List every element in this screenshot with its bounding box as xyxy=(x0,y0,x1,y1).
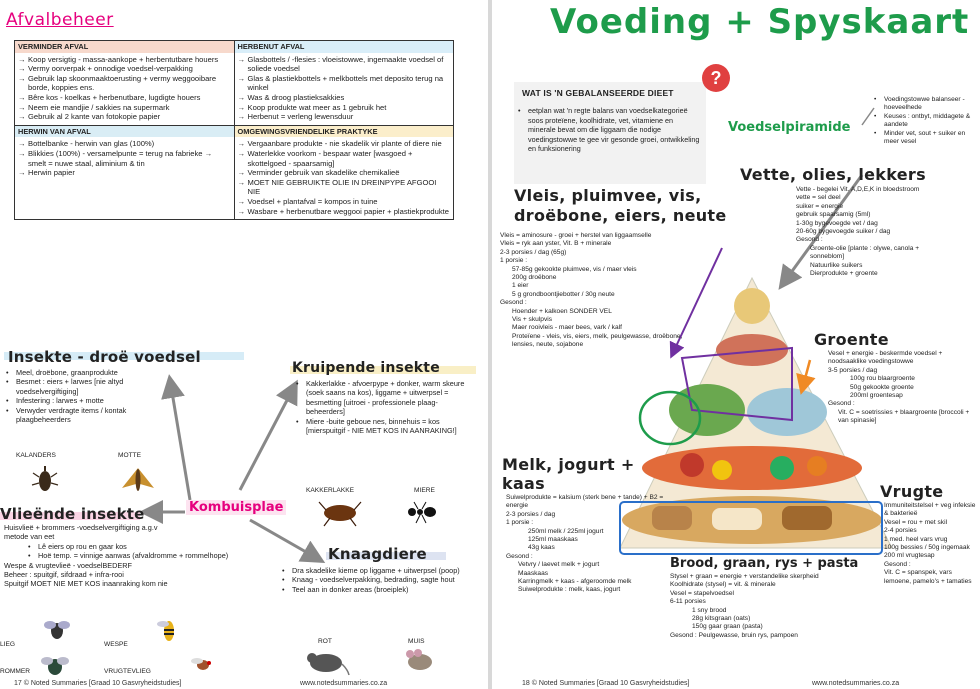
cell-header: OMGEWINGSVRIENDELIKE PRAKTYKE xyxy=(235,126,454,138)
blowfly-icon xyxy=(40,652,70,678)
text-line: 200g droëbone xyxy=(512,274,557,282)
text-line: 57-85g gekookte pluimvee, vis / maer vleis xyxy=(512,265,637,273)
list-item: → Vergaanbare produkte - nie skadelik vir plante of diere nie xyxy=(238,139,451,149)
list-item: → Wasbare + herbenutbare weggooi papier + plastiekprodukte xyxy=(238,207,451,217)
list-item: → Herbenut = verleng lewensduur xyxy=(238,112,451,122)
fly-icon xyxy=(42,616,72,642)
list-item: • Kakkerlakke - afvoerpype + donker, warm skeure (soek saans na kos), liggame + uitwerpsel = besmetting [uitroei - professionele plaag-beheerders] xyxy=(296,379,472,417)
vleis-text xyxy=(500,232,688,350)
vlieende-sublist xyxy=(4,542,234,561)
voedselpiramide-label: Voedselpiramide xyxy=(728,120,851,135)
dieet-heading: WAT IS 'N GEBALANSEERDE DIEET xyxy=(522,88,674,98)
text-line: Suiwelprodukte = kalsium (sterk bene + tande) + B2 = energie xyxy=(506,494,664,510)
text-line: Stysel + graan = energie + verstandelike skerpheid xyxy=(670,573,819,580)
list-item: • Infestering : larwes + motte xyxy=(6,396,176,405)
text-line: Spuitgif MOET NIE MET KOS inaanraking kom nie xyxy=(4,579,168,589)
text-line: Suiwelprodukte : melk, kaas, jogurt xyxy=(518,586,621,594)
wasp-icon xyxy=(154,614,184,644)
cockroach-icon xyxy=(318,498,362,528)
text-line: metode van eet xyxy=(4,532,55,542)
kombuisplae-label: Kombuisplae xyxy=(186,500,286,515)
vleis-title: Vleis, pluimvee, vis, droëbone, eiers, neute xyxy=(514,186,727,225)
text-line: 1 porsie : xyxy=(500,257,528,265)
list-item: • Meel, droëbone, graanprodukte xyxy=(6,368,176,377)
text-line: Gesond : xyxy=(506,552,533,560)
text-line: Gesond : xyxy=(500,299,527,307)
text-line: 1 sny brood xyxy=(692,606,727,614)
text-line: Vesel = stapelvoedsel xyxy=(670,589,734,597)
text-line: Vesel + energie - beskermde voedsel + noodsaaklike voedingstowwe xyxy=(828,350,943,366)
list-item: → Waterlekke voorkom - bespaar water [wasgoed + skottelgoed - spaarsamig] xyxy=(238,149,451,168)
moth-icon xyxy=(118,462,158,498)
list-item: → Gebruik lap skoonmaaktoerusting + vermy weggooibare borde, koppies ens. xyxy=(18,74,231,93)
dieet-text: • eetplan wat 'n regte balans van voedselkategorieë soos proteïene, koolhidrate, vet, vitamiene en minerale bevat om die liggaam die nodige voedingstowwe te gee vir gesonde groei, ontwikkeling en funksionering xyxy=(518,106,702,154)
text-line: Gesond : xyxy=(884,560,911,568)
list-item: → Bêre kos - koelkas + herbenutbare, lugdigte houers xyxy=(18,93,231,103)
text-line: Hoender + kalkoen SONDER VEL xyxy=(512,307,612,315)
list-item: • Keuses : ontbyt, middagete & aandete xyxy=(874,113,978,130)
text-line: Vette - begelei Vit. A,D,E,K in bloedstroom xyxy=(796,186,920,193)
ant-icon xyxy=(404,498,438,526)
vrugte-title: Vrugte xyxy=(880,482,944,501)
text-line: Vis + skulpvis xyxy=(512,316,553,324)
vrugte-text xyxy=(884,502,978,586)
image-label: LIEG xyxy=(0,641,16,648)
text-line: Vetvry / laevet melk + jogurt xyxy=(518,561,600,569)
text-line: Wespe & vrugtevlieë - voedselBEDERF xyxy=(4,560,133,570)
text-line: 28g kitsgraan (oats) xyxy=(692,615,751,623)
text-line: Groente-olie [plante : olywe, canola + sonneblom] xyxy=(810,244,920,261)
cell-header: HERWIN VAN AFVAL xyxy=(15,126,234,138)
list-item: • Hoë temp. = vinnige aanwas (afvaldromme + rommelhope) xyxy=(28,551,234,560)
dairy-highlight xyxy=(640,392,700,444)
text-line: Karringmelk + kaas - afgeroomde melk xyxy=(518,578,632,586)
list-item: → Was & droog plastieksakkies xyxy=(238,93,451,103)
knaagdiere-title: Knaagdiere xyxy=(328,545,427,563)
list-item: → Neem eie mandjie / sakkies na supermark xyxy=(18,103,231,113)
insekte-title: Insekte - droë voedsel xyxy=(8,348,201,366)
footer-text: 17 © Noted Summaries [Graad 10 Gasvryheidstudies] xyxy=(14,680,182,687)
text-line: 1 eier xyxy=(512,282,529,290)
text-line: 200 ml vrugtesap xyxy=(884,552,935,560)
image-label: ROMMER xyxy=(0,668,31,675)
insekte-list xyxy=(6,368,176,424)
image-label: WESPE xyxy=(104,641,128,648)
text-line: gebruik spaarsamig (5ml) xyxy=(796,211,871,219)
list-item: → Koop versigtig - massa-aankope + herbentutbare houers xyxy=(18,55,231,65)
arrow-to-kruipende xyxy=(240,385,295,490)
text-line: 100g rou blaargroente xyxy=(850,375,915,383)
text-line: 5 g grondboontjiebotter / 30g neute xyxy=(512,290,615,298)
melk-title: Melk, jogurt + kaas xyxy=(502,455,635,493)
list-item: • Lê eiers op rou en gaar kos xyxy=(28,542,234,551)
text-line: 1 porsie : xyxy=(506,519,534,527)
groente-title: Groente xyxy=(814,330,889,349)
list-item: • Dra skadelike kieme op liggame + uitwerpsel (poop) xyxy=(282,566,478,575)
brood-text xyxy=(670,573,880,640)
mouse-icon xyxy=(400,646,440,674)
arrow-to-knaagdiere xyxy=(250,520,320,560)
text-line: Gesond : xyxy=(796,236,823,244)
afvalbeheer-title: Afvalbeheer xyxy=(6,10,114,30)
text-line: 1 med. heel vars vrug xyxy=(884,535,948,543)
list-item: • Teel aan in donker areas (broeiplek) xyxy=(282,585,478,594)
list-item: → Blikkies (100%) - versamelpunte = terug na fabrieke → smelt = nuwe staal, aliminium & tin xyxy=(18,149,231,168)
weevil-icon xyxy=(30,465,60,495)
text-line: 2-4 porsies xyxy=(884,527,917,535)
kruipende-list xyxy=(296,379,472,435)
text-line: 20-60g bygevoegde suiker / dag xyxy=(796,228,891,236)
text-line: 1-30g bygevoegde vet / dag xyxy=(796,219,878,227)
list-item: • Besmet : eiers + larwes [nie altyd voedselvergiftiging] xyxy=(6,377,176,396)
groente-text xyxy=(828,350,978,426)
text-line: Proteïene - vleis, vis, eiers, melk, peulgewasse, droëbone, lensies, neute, sojabone xyxy=(512,332,683,349)
image-label: MUIS xyxy=(408,638,425,645)
vlieende-title: Vlieënde insekte xyxy=(0,505,145,523)
text-line: 2-3 porsies / dag (65g) xyxy=(500,248,567,256)
list-item: → Vermy oorverpak + onnodige voedsel-verpakking xyxy=(18,64,231,74)
rat-icon xyxy=(302,646,350,676)
text-line: 100g bessies / 50g ingemaak xyxy=(884,544,970,552)
text-line: 43g kaas xyxy=(528,544,555,552)
list-item: → Verminder gebruik van skadelike chemikalieë xyxy=(238,168,451,178)
image-label: KAKKERLAKKE xyxy=(306,487,355,494)
list-item: • Verwyder verdragte items / kontak plaagbeheerders xyxy=(6,406,176,425)
list-item: → Glas & plastiekbottels + melkbottels met deposito terug na winkel xyxy=(238,74,451,93)
text-line: suiker = energie xyxy=(796,202,844,210)
text-line: Vit. C = soetrissies + blaargroente [broccoli + van spinasie] xyxy=(838,408,970,425)
cell-header: HERBENUT AFVAL xyxy=(235,41,454,53)
page-title: Voeding + Spyskaart xyxy=(550,2,970,42)
text-line: 2-3 porsies / dag xyxy=(506,510,556,518)
text-line: Immuniteitstelsel + veg infeksie & bakterieë xyxy=(884,502,976,518)
image-label: KALANDERS xyxy=(16,452,56,459)
text-line: 3-5 porsies / dag xyxy=(828,366,878,374)
text-line: Gesond : Peulgewasse, bruin rys, pampoen xyxy=(670,631,798,639)
text-line: 6-11 porsies xyxy=(670,598,706,606)
image-label: ROT xyxy=(318,638,332,645)
text-line: Maer rooivleis - maer bees, vark / kalf xyxy=(512,324,622,332)
vette-text xyxy=(796,186,952,278)
text-line: Vesel = rou + met skil xyxy=(884,518,948,526)
list-item: → Voedsel + plantafval = kompos in tuine xyxy=(238,197,451,207)
list-item: → Glasbottels / -flesies : vloeistowwe, ingemaakte voedsel of soliede voedsel xyxy=(238,55,451,74)
image-label: MOTTE xyxy=(118,452,142,459)
vlieende-text xyxy=(4,523,234,589)
cell-header: VERMINDER AFVAL xyxy=(15,41,234,53)
page-right xyxy=(492,0,980,689)
image-label: MIERE xyxy=(414,487,435,494)
text-line: 150g gaar graan (pasta) xyxy=(692,623,763,631)
kruipende-title: Kruipende insekte xyxy=(292,360,440,376)
text-line: Vleis = ryk aan yster, Vit. B + minerale xyxy=(500,240,612,248)
image-label: VRUGTEVLIEG xyxy=(104,668,151,675)
footer-url: www.notedsummaries.co.za xyxy=(812,680,900,687)
fruitfly-icon xyxy=(188,652,218,676)
text-line: 125ml maaskaas xyxy=(528,536,578,544)
text-line: Huisvlieë + brommers -voedselvergiftiging a.g.v xyxy=(4,523,158,532)
text-line: Natuurlike suikers xyxy=(810,261,863,269)
list-item: • Minder vet, sout + suiker en meer vesel xyxy=(874,130,978,147)
text-line: vette = sel deel xyxy=(796,194,841,202)
list-item: • Miere -buite geboue nes, binnehuis = kos [mierspuitgif - NIE MET KOS IN AANRAKING!] xyxy=(296,417,472,436)
list-item: • Voedingstowwe balanseer - hoeveelhede xyxy=(874,96,978,113)
list-item: → Koop produkte wat meer as 1 gebruik het xyxy=(238,103,451,113)
list-item: → Herwin papier xyxy=(18,168,231,178)
text-line: 50g gekookte groente xyxy=(850,383,914,391)
list-item: → Gebruik al 2 kante van fotokopie papier xyxy=(18,112,231,122)
text-line: Beheer : spuitgif, sifdraad + infra-rooi xyxy=(4,570,124,580)
text-line: Vleis = aminosure - groei + herstel van liggaamselle xyxy=(500,232,652,239)
page-left xyxy=(0,0,488,689)
text-line: Gesond : xyxy=(828,400,855,408)
list-item: → Bottelbanke - herwin van glas (100%) xyxy=(18,139,231,149)
text-line: Koolhidrate (stysel) = vit. & minerale xyxy=(670,581,776,589)
footer-text: 18 © Noted Summaries [Graad 10 Gasvryheidstudies] xyxy=(522,680,690,687)
text-line: Vit. C = spanspek, vars lemoene, pamelo's + tamaties xyxy=(884,569,972,585)
text-line: 200ml groentesap xyxy=(850,392,903,400)
brood-title: Brood, graan, rys + pasta xyxy=(670,556,859,571)
melk-text xyxy=(506,494,666,595)
text-line: Dierprodukte + groente xyxy=(810,270,878,278)
question-icon: ? xyxy=(702,64,730,92)
footer-url: www.notedsummaries.co.za xyxy=(300,680,388,687)
text-line: Maaskaas xyxy=(518,569,549,577)
vette-title: Vette, olies, lekkers xyxy=(740,165,926,184)
knaagdiere-list xyxy=(282,566,478,594)
list-item: → MOET NIE GEBRUIKTE OLIE IN DREINPYPE AFGOOI NIE xyxy=(238,178,451,197)
text-line: 250ml melk / 225ml jogurt xyxy=(528,527,604,535)
list-item: • Knaag - voedselverpakking, bedrading, sagte hout xyxy=(282,575,478,584)
